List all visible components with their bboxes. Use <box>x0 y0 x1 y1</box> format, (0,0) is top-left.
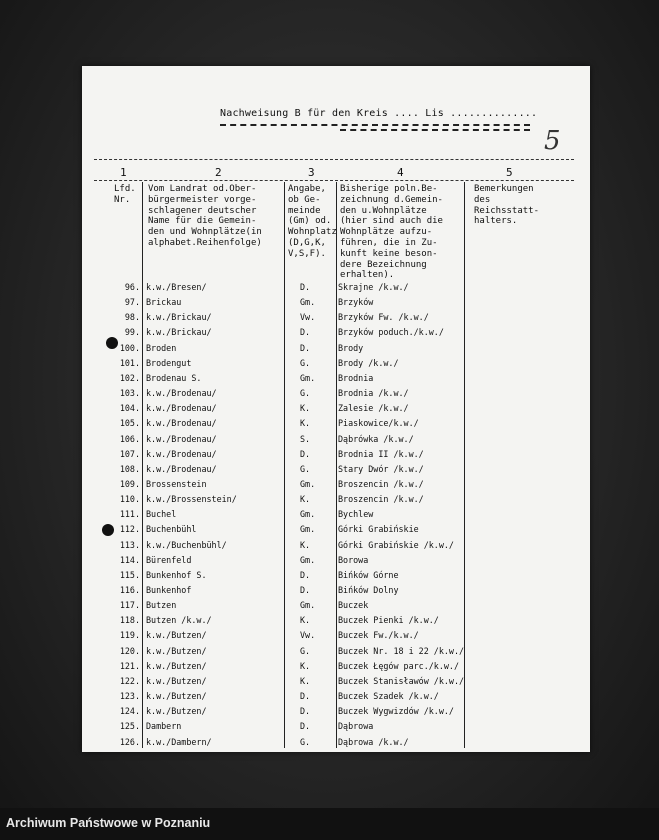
german-name: Butzen <box>146 600 177 611</box>
polish-name: Bychlew <box>338 509 374 520</box>
german-name: k.w./Brodenau/ <box>146 463 217 474</box>
header-col-4: Bisherige poln.Be- zeichnung d.Gemein- den u.Wohnplätze (hier sind auch die Wohnplätze aufzu- führen, die in Zu- kunft keine beson- dere Bezeichnung erhalten). <box>340 184 443 281</box>
table-row <box>82 388 590 403</box>
table-row <box>82 676 590 691</box>
german-name: Bürenfeld <box>146 554 192 565</box>
place-type: K. <box>300 403 311 414</box>
polish-name: Bińków Górne <box>338 569 399 580</box>
polish-name: Brody <box>338 342 364 353</box>
table-row <box>82 373 590 388</box>
place-type: K. <box>300 675 311 686</box>
table-row <box>82 297 590 312</box>
row-number: 105. <box>119 418 140 429</box>
table-row <box>82 494 590 509</box>
polish-name: Brodnia II /k.w./ <box>338 448 424 459</box>
table-row <box>82 585 590 600</box>
polish-name: Górki Grabińskie <box>338 524 419 535</box>
place-type: G. <box>300 463 311 474</box>
german-name: k.w./Brodenau/ <box>146 433 217 444</box>
row-number: 119. <box>119 630 140 641</box>
german-name: Butzen /k.w./ <box>146 615 212 626</box>
place-type: D. <box>300 585 311 595</box>
table-row <box>82 418 590 433</box>
polish-name: Buczek Szadek /k.w./ <box>338 691 439 702</box>
place-type: S. <box>300 433 311 444</box>
header-col-5: Bemerkungen des Reichsstatt- halters. <box>474 184 540 227</box>
place-type: D. <box>300 342 311 353</box>
table-row <box>82 600 590 615</box>
header-rule-bottom <box>94 180 574 181</box>
german-name: k.w./Butzen/ <box>146 660 207 671</box>
german-name: Dambern <box>146 721 182 732</box>
polish-name: Brodnia <box>338 372 374 383</box>
place-type: Gm. <box>300 600 316 611</box>
row-number: 115. <box>119 569 140 580</box>
german-name: k.w./Brossenstein/ <box>146 494 237 505</box>
row-number: 112. <box>119 524 140 535</box>
column-number-3: 3 <box>308 166 315 179</box>
polish-name: Dąbrówka /k.w./ <box>338 433 414 444</box>
place-type: Gm. <box>300 524 316 535</box>
row-number: 117. <box>119 600 140 611</box>
polish-name: Skrajne /k.w./ <box>338 282 409 292</box>
place-type: K. <box>300 615 311 626</box>
table-row <box>82 737 590 752</box>
place-type: G. <box>300 645 311 656</box>
table-row <box>82 358 590 373</box>
german-name: k.w./Butzen/ <box>146 706 207 717</box>
place-type: K. <box>300 418 311 429</box>
table-row <box>82 540 590 555</box>
punch-hole <box>102 524 114 536</box>
table-row <box>82 343 590 358</box>
row-number: 97. <box>124 297 140 308</box>
german-name: k.w./Brodenau/ <box>146 388 217 399</box>
column-number-2: 2 <box>215 166 222 179</box>
column-number-5: 5 <box>506 166 513 179</box>
place-type: Gm. <box>300 297 316 308</box>
row-number: 123. <box>119 691 140 702</box>
place-type: D. <box>300 448 311 459</box>
german-name: Buchenbühl <box>146 524 197 535</box>
polish-name: Brzyków poduch./k.w./ <box>338 327 444 338</box>
german-name: k.w./Brickau/ <box>146 327 212 338</box>
title-underline <box>220 124 530 126</box>
row-number: 124. <box>119 706 140 717</box>
polish-name: Brody /k.w./ <box>338 357 399 368</box>
row-number: 111. <box>119 509 140 520</box>
polish-name: Buczek Stanisławów /k.w./ <box>338 675 465 686</box>
table-row <box>82 524 590 539</box>
polish-name: Brodnia /k.w./ <box>338 388 409 399</box>
header-col-1: Lfd. Nr. <box>114 184 136 205</box>
archive-label: Archiwum Państwowe w Poznaniu <box>6 816 211 830</box>
row-number: 100. <box>119 342 140 353</box>
table-row <box>82 479 590 494</box>
table-row <box>82 646 590 661</box>
place-type: G. <box>300 357 311 368</box>
place-type: Vw. <box>300 630 316 641</box>
german-name: Brodenau S. <box>146 372 202 383</box>
german-name: k.w./Butzen/ <box>146 675 207 686</box>
place-type: D. <box>300 721 311 732</box>
header-rule-top <box>94 159 574 160</box>
row-number: 120. <box>119 645 140 656</box>
polish-name: Piaskowice/k.w./ <box>338 418 419 429</box>
german-name: Brodengut <box>146 357 192 368</box>
german-name: Bunkenhof <box>146 585 192 595</box>
row-number: 102. <box>119 372 140 383</box>
german-name: Broden <box>146 342 177 353</box>
row-number: 114. <box>119 554 140 565</box>
polish-name: Brzyków Fw. /k.w./ <box>338 312 429 323</box>
table-row <box>82 327 590 342</box>
place-type: D. <box>300 569 311 580</box>
german-name: Brossenstein <box>146 478 207 489</box>
table-row <box>82 555 590 570</box>
polish-name: Buczek Łęgów parc./k.w./ <box>338 660 460 671</box>
column-number-1: 1 <box>120 166 127 179</box>
german-name: k.w./Brickau/ <box>146 312 212 323</box>
row-number: 101. <box>119 357 140 368</box>
polish-name: Borowa <box>338 554 369 565</box>
polish-name: Stary Dwór /k.w./ <box>338 463 424 474</box>
row-number: 126. <box>119 736 140 747</box>
row-number: 98. <box>124 312 140 323</box>
german-name: Buchel <box>146 509 177 520</box>
place-type: G. <box>300 736 311 747</box>
german-name: Bunkenhof S. <box>146 569 207 580</box>
column-number-4: 4 <box>397 166 404 179</box>
row-number: 113. <box>119 539 140 550</box>
polish-name: Górki Grabińskie /k.w./ <box>338 539 454 550</box>
place-type: Gm. <box>300 372 316 383</box>
table-row <box>82 706 590 721</box>
row-number: 109. <box>119 478 140 489</box>
row-number: 104. <box>119 403 140 414</box>
footer-bar <box>0 808 659 840</box>
row-number: 116. <box>119 585 140 595</box>
header-col-2: Vom Landrat od.Ober- bürgermeister vorge- schlagener deutscher Name für die Gemein- den und Wohnplätze(in alphabet.Reihenfolge) <box>148 184 262 248</box>
place-type: K. <box>300 494 311 505</box>
title-underline-2 <box>340 129 530 131</box>
row-number: 107. <box>119 448 140 459</box>
german-name: k.w./Buchenbühl/ <box>146 539 227 550</box>
german-name: k.w./Brodenau/ <box>146 403 217 414</box>
document-page <box>82 66 590 752</box>
place-type: D. <box>300 282 311 292</box>
place-type: Gm. <box>300 554 316 565</box>
place-type: K. <box>300 539 311 550</box>
place-type: Gm. <box>300 509 316 520</box>
german-name: k.w./Brodenau/ <box>146 418 217 429</box>
row-number: 103. <box>119 388 140 399</box>
row-number: 108. <box>119 463 140 474</box>
place-type: D. <box>300 706 311 717</box>
polish-name: Bińków Dolny <box>338 585 399 595</box>
place-type: D. <box>300 691 311 702</box>
row-number: 106. <box>119 433 140 444</box>
place-type: Gm. <box>300 478 316 489</box>
german-name: k.w./Dambern/ <box>146 736 212 747</box>
header-col-3: Angabe, ob Ge- meinde (Gm) od. Wohnplatz (D,G,K, V,S,F). <box>288 184 337 259</box>
table-row <box>82 570 590 585</box>
table-row <box>82 615 590 630</box>
polish-name: Buczek Fw./k.w./ <box>338 630 419 641</box>
polish-name: Zalesie /k.w./ <box>338 403 409 414</box>
polish-name: Buczek <box>338 600 369 611</box>
table-row <box>82 721 590 736</box>
polish-name: Dąbrowa <box>338 721 374 732</box>
table-row <box>82 449 590 464</box>
polish-name: Dąbrowa /k.w./ <box>338 736 409 747</box>
polish-name: Buczek Pienki /k.w./ <box>338 615 439 626</box>
punch-hole <box>106 337 118 349</box>
row-number: 99. <box>124 327 140 338</box>
polish-name: Buczek Nr. 18 i 22 /k.w./ <box>338 645 465 656</box>
place-type: Vw. <box>300 312 316 323</box>
table-row <box>82 630 590 645</box>
german-name: k.w./Butzen/ <box>146 691 207 702</box>
german-name: k.w./Bresen/ <box>146 282 207 292</box>
row-number: 122. <box>119 675 140 686</box>
row-number: 121. <box>119 660 140 671</box>
document-title: Nachweisung B für den Kreis .... Lis .............. <box>220 108 538 119</box>
polish-name: Broszencin /k.w./ <box>338 494 424 505</box>
table-row <box>82 403 590 418</box>
german-name: k.w./Butzen/ <box>146 630 207 641</box>
table-row <box>82 509 590 524</box>
table-row <box>82 464 590 479</box>
polish-name: Brzyków <box>338 297 374 308</box>
table-row <box>82 691 590 706</box>
margin-mark: 5 <box>544 126 561 156</box>
place-type: K. <box>300 660 311 671</box>
row-number: 110. <box>119 494 140 505</box>
polish-name: Buczek Wygwizdów /k.w./ <box>338 706 454 717</box>
place-type: G. <box>300 388 311 399</box>
table-row <box>82 282 590 297</box>
polish-name: Broszencin /k.w./ <box>338 478 424 489</box>
german-name: k.w./Butzen/ <box>146 645 207 656</box>
row-number: 96. <box>124 282 140 292</box>
table-row <box>82 661 590 676</box>
table-row <box>82 312 590 327</box>
place-type: D. <box>300 327 311 338</box>
table-row <box>82 434 590 449</box>
german-name: k.w./Brodenau/ <box>146 448 217 459</box>
row-number: 125. <box>119 721 140 732</box>
german-name: Brickau <box>146 297 182 308</box>
row-number: 118. <box>119 615 140 626</box>
